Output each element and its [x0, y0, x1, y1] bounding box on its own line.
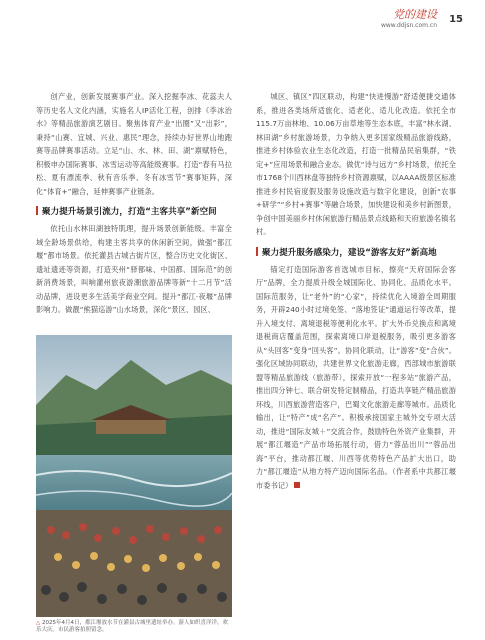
right-paragraph-2-text: 锚定打造国际游客首选城市目标，擦亮“天府国际会客厅”品牌，全力提质升级全城国际化、协同化、品质化水平。国际范服务，让“老外”的“心家”，持续优化入境游全周期服务，开辟240小时过境免签、“落地签证”通道运行等改革，提升入境支付、离境退税等便利化水平。扩大外币兑换点和离境退税商店覆盖范围，探索离境口岸退税服务，吸引更多游客从“头回客”变身“回头客”。协同化联动，让“游客”变“合伙”。强化区域协同联动，共建世界文化旅游走廊，西部城市旅游联盟等精品旅游线（旅游带），探索开放“一程多站”旅游产品，推出四分钟七、联合研发特定制精品，打造共享链产精品旅游环线，川西旅游营造客户，巴蜀文化旅游走廊等城市。品质化输出，让“特产”成“名产”。积极承接国家主城外交专项大活动，推进“国际友城＋”交流合作，鼓励特色外资产业集群，开展“都江堰造”产品市场拓展行动，借力“蓉品出川”“蓉品出海”平台，推动都江堰、川西等优势特色产品扩大出口，助力“都江堰造”从地方特产迈向国际名品。（作者系中共都江堰市委书记）: [256, 264, 456, 490]
right-paragraph-2: [256, 263, 456, 493]
right-column: [256, 90, 456, 492]
page-number: 15: [449, 14, 463, 25]
section-heading-scene: 聚力提升场景引流力，打造“主客共享”新空间: [36, 206, 232, 219]
section-heading-service: 聚力提升服务感染力，建设“游客友好”新高地: [256, 247, 456, 260]
festival-photo-illustration: [36, 335, 232, 617]
magazine-logo: 党的建设: [393, 8, 437, 21]
left-paragraph-2: 依托山水林田湖独特肌理，提升场景创新能级。丰富全域全龄场景供给，构建主客共享的休闲新空间，做强“都江堰”都市场景。依托灌县古城古街片区，整合历史文化街区、遗址遗迹等资源，打造夹州“驿都味、中国都、国际范”的创新消费场景，叫响灌州旅夜游潮旅游品牌等新“十二月节”活动品牌，进设更多生活美学商业空间。提升“都江·夜堰”品牌影响力。做靓“熊猫巡游”山水场景，深化“景区、园区、: [36, 224, 232, 314]
festival-photo: [36, 335, 232, 617]
magazine-url: www.ddjsn.com.cn: [380, 22, 437, 29]
caption-marker: △: [36, 620, 41, 626]
caption-text: 2025年4月4日，都江堰放水节在灌县古城里遗址举办。游人如织喜洋洋，欢乐大庆。市民游客拍照留念。: [36, 620, 228, 633]
photo-caption: [36, 620, 232, 634]
end-mark-icon: [294, 482, 300, 488]
right-paragraph-1: 城区、镇区”四区联动，构建“快进慢游”舒适便捷交通体系，推进各类场所适旅化、适老化、适儿化改造。依托全市115.7万亩林地、10.06万亩草地等生态本底，丰富“林水湖、林田湖”乡村旅游场景，力争纳入更多国家级精品旅游线路，推进乡村体验农业生态化改造，打造一批精品民宿集群，“铁定+”应用场景和融合业态。做优“诗与远方”乡村场景，依托全市1768个川西林盘等独特乡村资源禀赋，以AAAA级景区标准推进乡村民宿度假及服务设施改造与数字化建设，创新“农事+研学”“乡村+赛事”等融合场景，加快建设和美乡村新图景，争创中国美丽乡村休闲旅游行精品景点线路和天府旅游名镇名村。: [256, 92, 456, 236]
left-paragraph-1: 创产业，创新发展赛事产业。深入挖掘李冰、花蕊夫人等历史名人文化内涵，实施名人IP活化工程，创排《李冰治水》等精品旅游演艺剧目。聚焦体育产业“出圈”又“出彩”，秉持“山赛、宜城、兴业、惠民”理念，持续办好世界山地跑赛等品牌赛事活动。立足“山、水、林、田、湖”禀赋特色，积极申办国际赛事、冰雪运动等高能级赛事。打造“春有马拉松、夏有漂流季、秋有音乐季、冬有冰雪节”赛事矩阵，深化“体育+”融合，延伸赛事产业链条。: [36, 92, 232, 196]
left-column: [36, 90, 232, 317]
page-header: [0, 0, 485, 40]
